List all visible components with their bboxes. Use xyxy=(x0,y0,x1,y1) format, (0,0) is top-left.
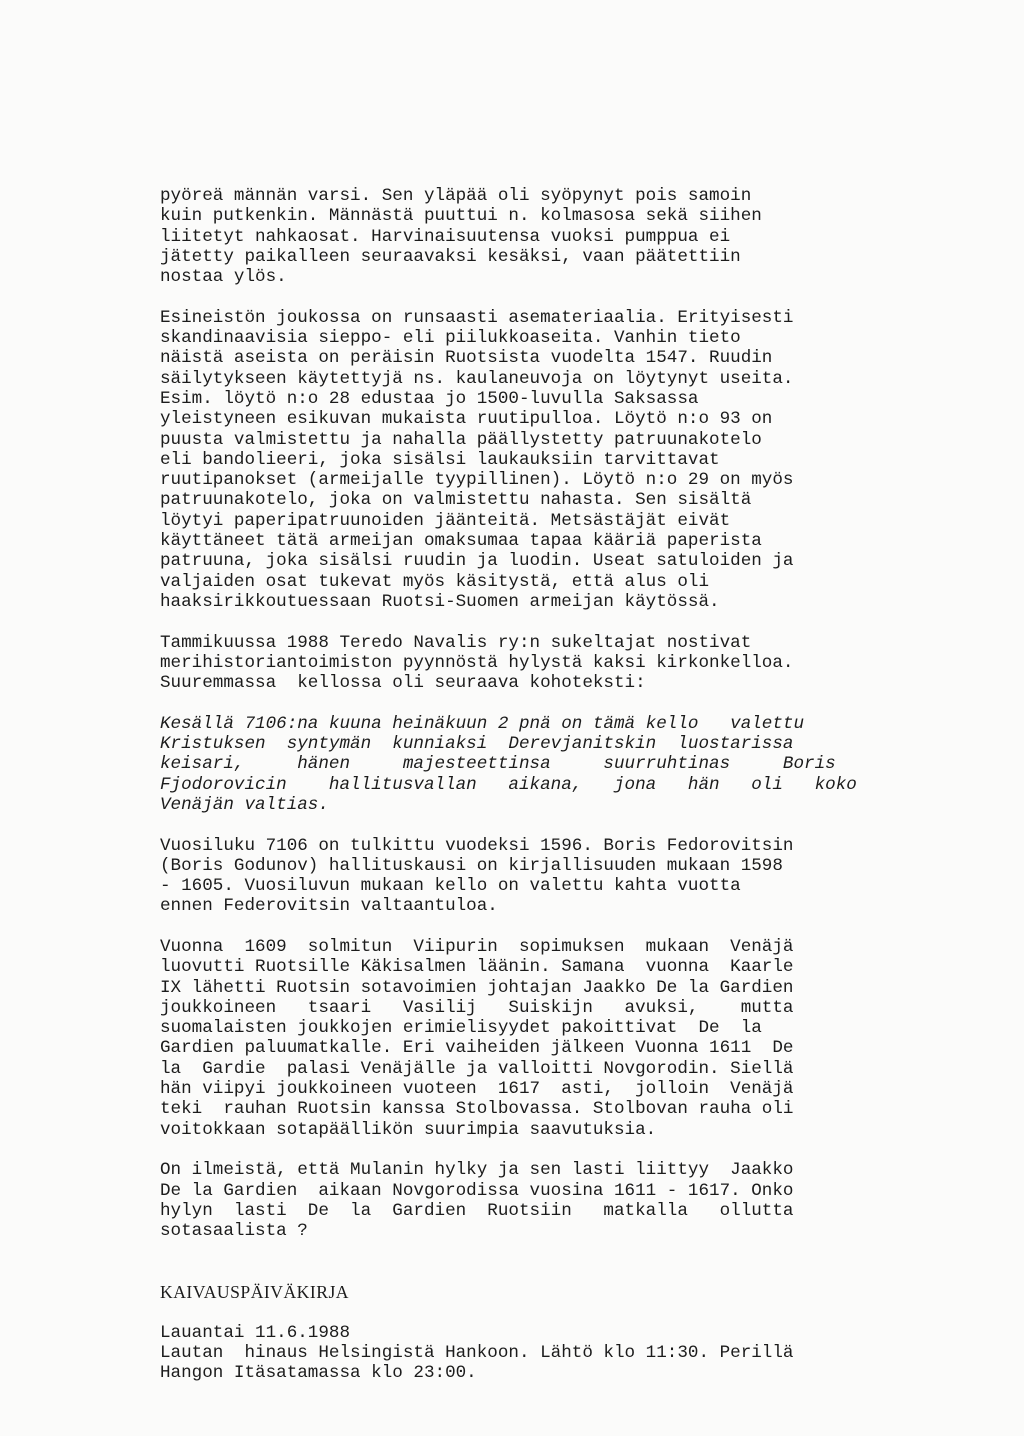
text-line: voitokkaan sotapäällikön suurimpia saavutuksia. xyxy=(160,1119,657,1140)
text-line: ruutipanokset (armeijalle tyypillinen). Löytö n:o 29 on myös xyxy=(160,470,794,491)
paragraph-pump xyxy=(160,186,900,287)
text-line: skandinaavisia sieppo- eli piilukkoaseita. Vanhin tieto xyxy=(160,328,741,349)
text-line: ennen Federovitsin valtaantuloa. xyxy=(160,896,498,917)
text-line: käyttäneet tätä armeijan omaksumaa tapaa kääriä paperista xyxy=(160,531,762,552)
text-line: Fjodorovicin hallitusvallan aikana, jona hän oli koko xyxy=(160,774,857,795)
text-line: De la Gardien aikaan Novgorodissa vuosina 1611 - 1617. Onko xyxy=(160,1180,794,1201)
text-line: la Gardie palasi Venäjälle ja valloitti Novgorodin. Siellä xyxy=(160,1058,794,1079)
text-line: haaksirikkoutuessaan Ruotsi-Suomen armeijan käytössä. xyxy=(160,591,720,612)
text-line: patruuna, joka sisälsi ruudin ja luodin. Useat satuloiden ja xyxy=(160,551,794,572)
text-line: eli bandolieeri, joka sisälsi laukauksiin tarvittavat xyxy=(160,449,720,470)
text-line: Suuremmassa kellossa oli seuraava kohoteksti: xyxy=(160,673,646,694)
bell-inscription xyxy=(160,714,900,815)
paragraph-bells xyxy=(160,633,900,694)
paragraph-year xyxy=(160,836,900,917)
text-line: puusta valmistettu ja nahalla päällystetty patruunakotelo xyxy=(160,429,762,450)
text-line: merihistoriantoimiston pyynnöstä hylystä kaksi kirkonkelloa. xyxy=(160,652,794,673)
text-line: IX lähetti Ruotsin sotavoimien johtajan Jaakko De la Gardien xyxy=(160,977,794,998)
diary-date: Lauantai 11.6.1988 xyxy=(160,1322,351,1343)
text-line: hylyn lasti De la Gardien Ruotsiin matkalla ollutta xyxy=(160,1200,794,1221)
text-line: liitetyt nahkaosat. Harvinaisuutensa vuoksi pumppua ei xyxy=(160,226,731,247)
text-line: teki rauhan Ruotsin kanssa Stolbovassa. Stolbovan rauha oli xyxy=(160,1099,794,1120)
paragraph-conclusion xyxy=(160,1160,900,1241)
paragraph-history xyxy=(160,937,900,1140)
diary-heading: KAIVAUSPÄIVÄKIRJA xyxy=(160,1282,350,1303)
paragraph-weapons xyxy=(160,308,900,612)
text-line: Venäjän valtias. xyxy=(160,794,329,815)
text-line: (Boris Godunov) hallituskausi on kirjallisuuden mukaan 1598 xyxy=(160,855,783,876)
text-line: jätetty paikalleen seuraavaksi kesäksi, vaan päätettiin xyxy=(160,246,741,267)
text-line: pyöreä männän varsi. Sen yläpää oli syöpynyt pois samoin xyxy=(160,186,752,206)
text-line: Hangon Itäsatamassa klo 23:00. xyxy=(160,1363,477,1384)
text-line: yleistyneen esikuvan mukaista ruutipulloa. Löytö n:o 93 on xyxy=(160,409,773,430)
text-line: keisari, hänen majesteettinsa suurruhtinas Boris xyxy=(160,754,836,775)
text-line: suomalaisten joukkojen erimielisyydet pakoittivat De la xyxy=(160,1018,762,1039)
text-line: Tammikuussa 1988 Teredo Navalis ry:n sukeltajat nostivat xyxy=(160,632,752,653)
text-line: kuin putkenkin. Männästä puuttui n. kolmasosa sekä siihen xyxy=(160,206,762,227)
text-line: joukkoineen tsaari Vasilij Suiskijn avuksi, mutta xyxy=(160,997,794,1018)
text-line: patruunakotelo, joka on valmistettu nahasta. Sen sisältä xyxy=(160,490,752,511)
text-line: nostaa ylös. xyxy=(160,267,287,288)
text-line: Esim. löytö n:o 28 edustaa jo 1500-luvulla Saksassa xyxy=(160,388,699,409)
text-line: Vuosiluku 7106 on tulkittu vuodeksi 1596. Boris Fedorovitsin xyxy=(160,835,794,856)
text-line: On ilmeistä, että Mulanin hylky ja sen lasti liittyy Jaakko xyxy=(160,1160,794,1181)
text-line: valjaiden osat tukevat myös käsitystä, että alus oli xyxy=(160,571,710,592)
text-line: Gardien paluumatkalle. Eri vaiheiden jälkeen Vuonna 1611 De xyxy=(160,1038,794,1059)
text-line: luovutti Ruotsille Käkisalmen läänin. Samana vuonna Kaarle xyxy=(160,957,794,978)
text-line: Esineistön joukossa on runsaasti asemateriaalia. Erityisesti xyxy=(160,307,794,328)
text-line: hän viipyi joukkoineen vuoteen 1617 asti, jolloin Venäjä xyxy=(160,1079,794,1100)
text-line: sotasaalista ? xyxy=(160,1221,308,1242)
text-line: Lautan hinaus Helsingistä Hankoon. Lähtö klo 11:30. Perillä xyxy=(160,1342,794,1363)
text-line: näistä aseista on peräisin Ruotsista vuodelta 1547. Ruudin xyxy=(160,348,773,369)
text-line: Kesällä 7106:na kuuna heinäkuun 2 pnä on tämä kello valettu xyxy=(160,713,805,734)
text-line: Kristuksen syntymän kunniaksi Derevjanitskin luostarissa xyxy=(160,734,794,755)
text-line: löytyi paperipatruunoiden jäänteitä. Metsästäjät eivät xyxy=(160,510,731,531)
text-line: säilytykseen käytettyjä ns. kaulaneuvoja on löytynyt useita. xyxy=(160,368,794,389)
diary-entry xyxy=(160,1323,900,1384)
text-line: Vuonna 1609 solmitun Viipurin sopimuksen mukaan Venäjä xyxy=(160,936,794,957)
document-page xyxy=(160,186,900,1384)
text-line: - 1605. Vuosiluvun mukaan kello on valettu kahta vuotta xyxy=(160,876,741,897)
